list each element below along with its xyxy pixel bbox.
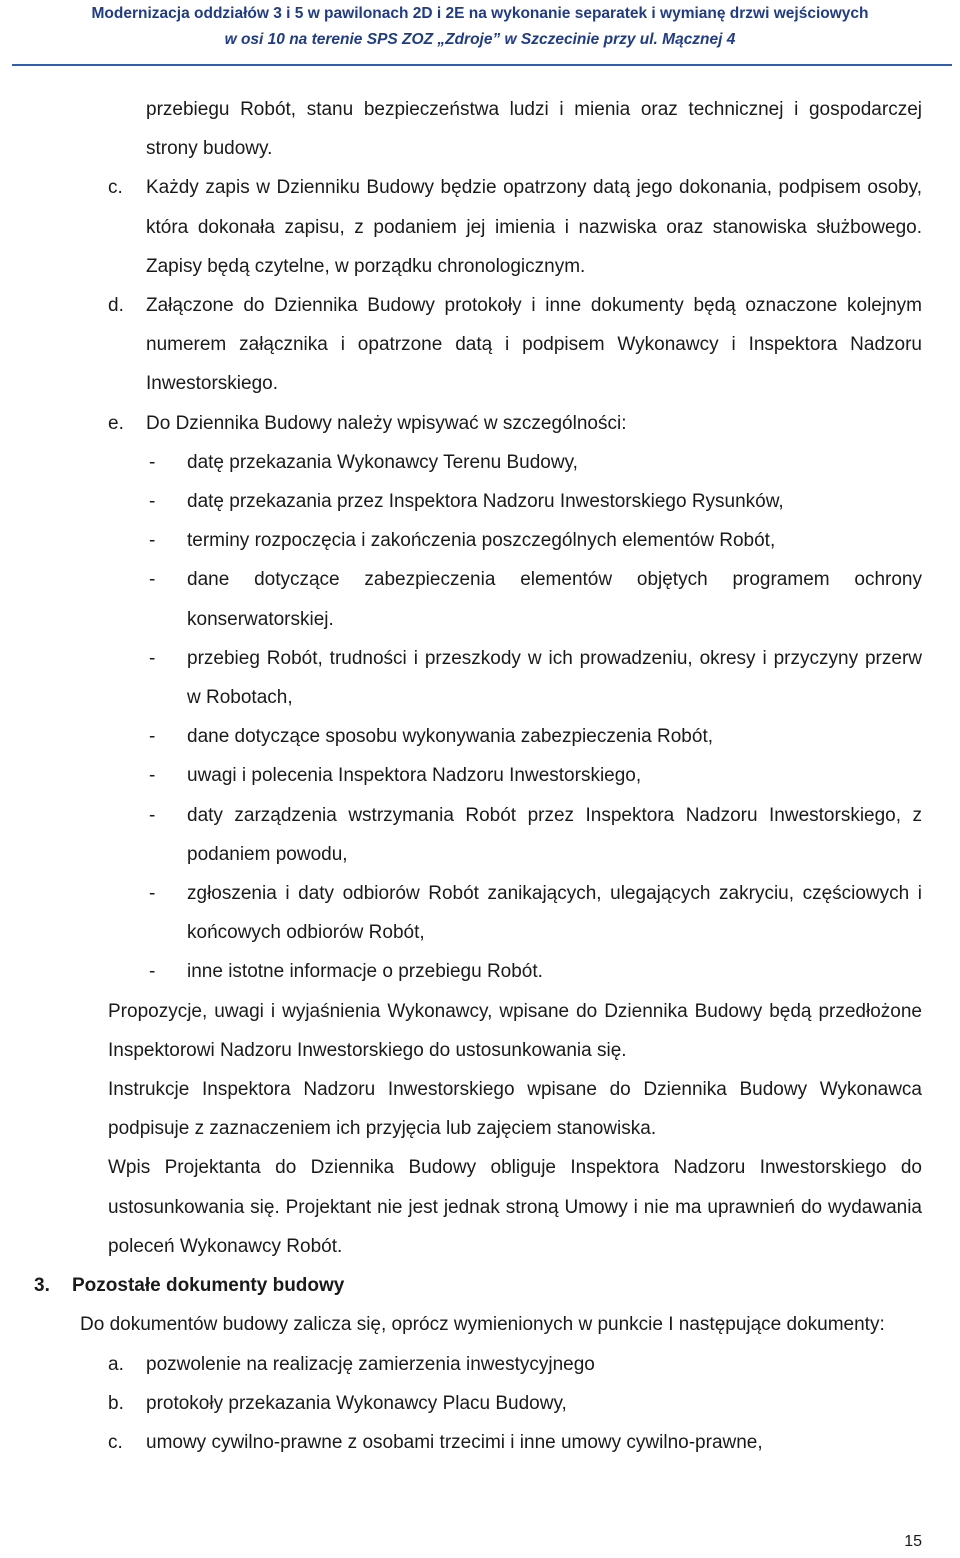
- paragraph-proposals: Propozycje, uwagi i wyjaśnienia Wykonawcy, wpisane do Dziennika Budowy będą przedłożone Inspektorowi Nadzoru Inwestorskiego do ustosunkowania się.: [108, 1000, 922, 1061]
- item-text: Do Dziennika Budowy należy wpisywać w szczególności:: [146, 412, 627, 434]
- item-letter: c.: [108, 177, 123, 199]
- item-text: Każdy zapis w Dzienniku Budowy będzie opatrzony datą jego dokonania, podpisem osoby, która dokonała zapisu, z podaniem jej imienia i nazwiska oraz stanowiska służbowego. Zapisy będą czytelne, w porządku chronologicznym.: [146, 177, 922, 277]
- page-content: [0, 90, 960, 1462]
- dash-marker: -: [149, 726, 156, 748]
- item-letter: b.: [108, 1392, 124, 1414]
- dash-item: [149, 796, 922, 874]
- dash-item-text: zgłoszenia i daty odbiorów Robót zanikających, ulegających zakryciu, częściowych i końcowych odbiorów Robót,: [187, 883, 922, 944]
- header-rule: [12, 64, 952, 66]
- dash-marker: -: [149, 804, 156, 826]
- dash-item-text: terminy rozpoczęcia i zakończenia poszczególnych elementów Robót,: [187, 530, 776, 552]
- item-letter: e.: [108, 412, 124, 434]
- dash-item-text: dane dotyczące zabezpieczenia elementów objętych programem ochrony konserwatorskiej.: [187, 569, 922, 630]
- dash-item-text: datę przekazania Wykonawcy Terenu Budowy,: [187, 451, 578, 473]
- dash-item: [149, 521, 922, 560]
- dash-marker: -: [149, 647, 156, 669]
- dash-item-text: dane dotyczące sposobu wykonywania zabezpieczenia Robót,: [187, 726, 713, 748]
- item-text: Załączone do Dziennika Budowy protokoły i inne dokumenty będą oznaczone kolejnym numerem załącznika i opatrzone datą i podpisem Wykonawcy i Inspektora Nadzoru Inwestorskiego.: [146, 295, 922, 395]
- header-title-line-1: Modernizacja oddziałów 3 i 5 w pawilonach 2D i 2E na wykonanie separatek i wymianę drzwi wejściowych: [91, 5, 869, 22]
- section-item-c: [108, 1423, 922, 1462]
- dash-marker: -: [149, 765, 156, 787]
- item-c: [108, 168, 922, 286]
- dash-item: [149, 482, 922, 521]
- header-title-line-2: w osi 10 na terenie SPS ZOZ „Zdroje” w Szczecinie przy ul. Mącznej 4: [224, 31, 736, 48]
- item-e: [108, 404, 922, 443]
- section-intro: Do dokumentów budowy zalicza się, oprócz wymienionych w punkcie I następujące dokumenty:: [80, 1314, 885, 1336]
- dash-item-text: inne istotne informacje o przebiegu Robót.: [187, 961, 543, 983]
- continuation-paragraph: przebiegu Robót, stanu bezpieczeństwa ludzi i mienia oraz technicznej i gospodarczej strony budowy.: [146, 99, 922, 160]
- item-text: protokoły przekazania Wykonawcy Placu Budowy,: [146, 1392, 567, 1414]
- dash-item-text: przebieg Robót, trudności i przeszkody w ich prowadzeniu, okresy i przyczyny przerw w Robotach,: [187, 647, 922, 709]
- dash-item-text: daty zarządzenia wstrzymania Robót przez Inspektora Nadzoru Inwestorskiego, z podaniem powodu,: [187, 804, 922, 865]
- document-header: [0, 0, 960, 67]
- dash-item: [149, 874, 922, 952]
- paragraph-instructions: Instrukcje Inspektora Nadzoru Inwestorskiego wpisane do Dziennika Budowy Wykonawca podpisuje z zaznaczeniem ich przyjęcia lub zajęciem stanowiska.: [108, 1079, 922, 1140]
- dash-marker: -: [149, 883, 156, 905]
- item-text: umowy cywilno-prawne z osobami trzecimi i inne umowy cywilno-prawne,: [146, 1431, 763, 1453]
- item-d: [108, 286, 922, 404]
- section-number: 3.: [34, 1275, 50, 1297]
- dash-item: [149, 717, 922, 756]
- dash-item: [149, 756, 922, 795]
- section-item-b: [108, 1384, 922, 1423]
- dash-marker: -: [149, 569, 156, 591]
- dash-item: [149, 952, 922, 991]
- dash-marker: -: [149, 530, 156, 552]
- section-item-a: [108, 1345, 922, 1384]
- dash-item: [149, 443, 922, 482]
- item-letter: c.: [108, 1431, 123, 1453]
- item-letter: a.: [108, 1353, 124, 1375]
- page-number: 15: [904, 1533, 922, 1550]
- dash-item: [149, 639, 922, 717]
- dash-item-text: uwagi i polecenia Inspektora Nadzoru Inwestorskiego,: [187, 765, 642, 787]
- section-title: Pozostałe dokumenty budowy: [72, 1275, 345, 1297]
- dash-marker: -: [149, 451, 156, 473]
- section-heading: [34, 1266, 960, 1305]
- dash-marker: -: [149, 961, 156, 983]
- item-text: pozwolenie na realizację zamierzenia inwestycyjnego: [146, 1353, 595, 1375]
- dash-marker: -: [149, 491, 156, 513]
- dash-item-text: datę przekazania przez Inspektora Nadzoru Inwestorskiego Rysunków,: [187, 491, 784, 513]
- dash-item: [149, 560, 922, 638]
- paragraph-designer-entry: Wpis Projektanta do Dziennika Budowy obliguje Inspektora Nadzoru Inwestorskiego do ustosunkowania się. Projektant nie jest jednak stroną Umowy i nie ma uprawnień do wydawania poleceń Wykonawcy Robót.: [108, 1157, 922, 1257]
- item-letter: d.: [108, 295, 124, 317]
